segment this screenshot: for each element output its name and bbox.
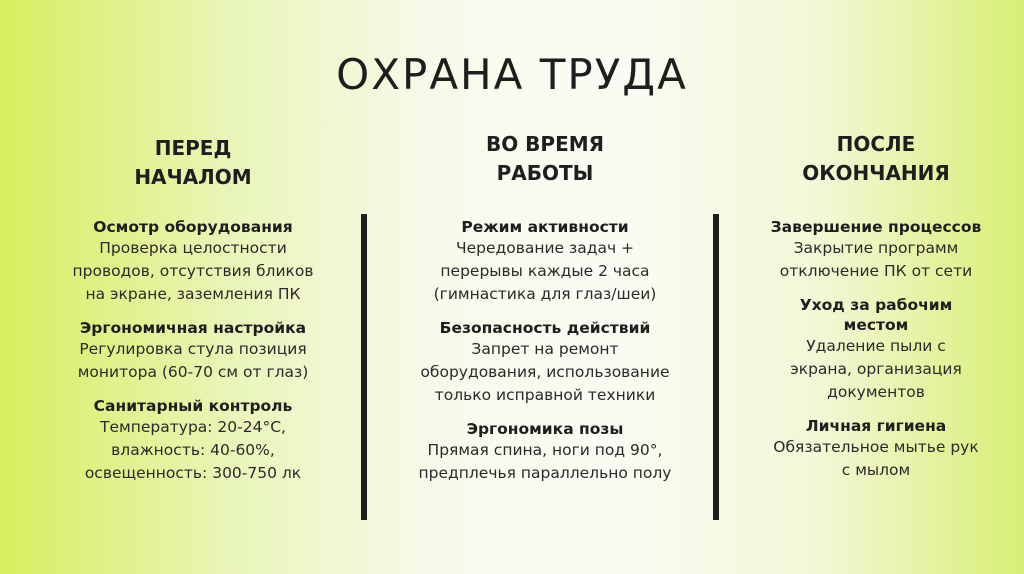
block-posture-ergonomics xyxy=(380,419,710,485)
block-workplace-care xyxy=(728,295,1024,404)
block-text: Прямая спина, ноги под 90°, предплечья параллельно полу xyxy=(418,441,672,482)
block-title: Эргономичная настройка xyxy=(79,319,307,337)
block-text: Чередование задач + перерывы каждые 2 часа (гимнастика для глаз/шеи) xyxy=(433,239,657,303)
block-text: Регулировка стула позиция монитора (60-70 см от глаз) xyxy=(77,340,309,381)
block-personal-hygiene xyxy=(728,416,1024,482)
block-title: Завершение процессов xyxy=(770,218,982,236)
block-text: Удаление пыли с экрана, организация документов xyxy=(790,337,962,401)
block-sanitary-control xyxy=(28,396,358,485)
page-title: ОХРАНА ТРУДА xyxy=(336,50,688,99)
column-divider xyxy=(361,214,367,520)
column-before-work xyxy=(28,130,358,497)
block-title: Осмотр оборудования xyxy=(93,218,293,236)
block-title: Безопасность действий xyxy=(439,319,651,337)
column-header: ВО ВРЕМЯ РАБОТЫ xyxy=(485,132,605,185)
block-action-safety xyxy=(380,318,710,407)
block-ergonomic-setup xyxy=(28,318,358,384)
block-equipment-inspection xyxy=(28,217,358,306)
column-after-work xyxy=(728,130,1024,494)
block-title: Уход за рабочим местом xyxy=(799,296,953,334)
block-text: Температура: 20-24°С, влажность: 40-60%, освещенность: 300-750 лк xyxy=(84,418,302,482)
block-text: Закрытие программ отключение ПК от сети xyxy=(779,239,973,280)
block-activity-mode xyxy=(380,217,710,306)
column-divider xyxy=(713,214,719,520)
block-text: Запрет на ремонт оборудования, использование только исправной техники xyxy=(420,340,670,404)
column-header: ПОСЛЕ ОКОНЧАНИЯ xyxy=(802,132,950,185)
column-header: ПЕРЕД НАЧАЛОМ xyxy=(134,136,252,189)
column-during-work xyxy=(380,130,710,497)
block-finish-processes xyxy=(728,217,1024,283)
block-text: Проверка целостности проводов, отсутствия бликов на экране, заземления ПК xyxy=(72,239,314,303)
block-title: Режим активности xyxy=(461,218,629,236)
block-text: Обязательное мытье рук с мылом xyxy=(773,438,979,479)
block-title: Эргономика позы xyxy=(466,420,624,438)
block-title: Санитарный контроль xyxy=(93,397,293,415)
block-title: Личная гигиена xyxy=(805,417,947,435)
